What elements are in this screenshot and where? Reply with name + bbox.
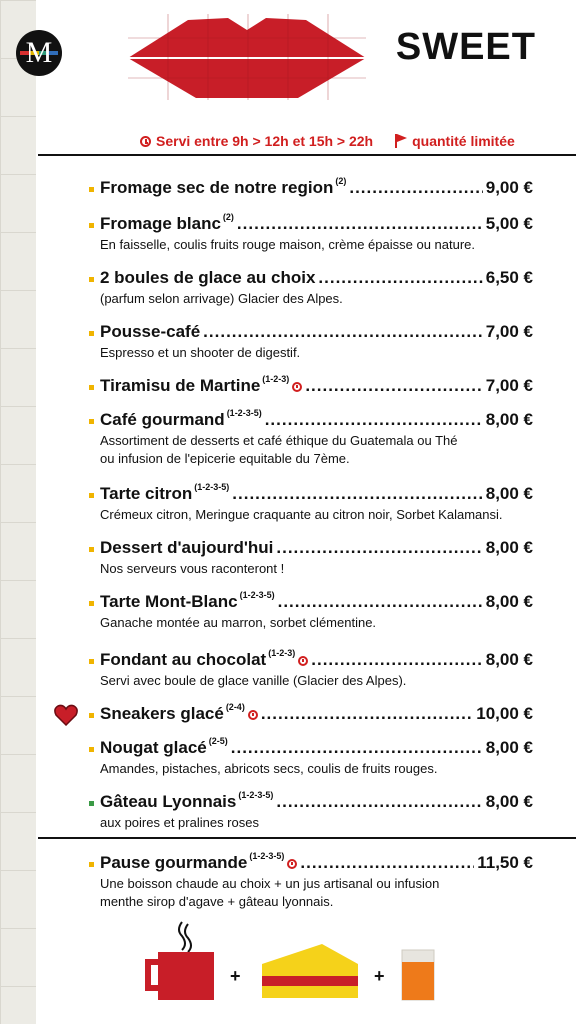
menu-item-name-text: Gâteau Lyonnais — [100, 792, 237, 811]
dot-leader — [231, 738, 483, 758]
menu-item-price: 8,00 € — [485, 484, 533, 503]
menu-item-price: 9,00 € — [485, 178, 533, 197]
menu-item-description: ou infusion de l'epicerie equitable du 7ème. — [100, 451, 350, 466]
cup-illustration — [142, 918, 217, 1003]
menu-item-price: 8,00 € — [485, 538, 533, 557]
menu-item-row — [100, 322, 533, 342]
menu-item-description: (parfum selon arrivage) Glacier des Alpes. — [100, 291, 343, 306]
menu-item-name-text: Fromage blanc — [100, 214, 221, 233]
bullet-marker — [89, 187, 94, 192]
bullet-marker — [89, 601, 94, 606]
menu-item-name — [100, 178, 346, 198]
menu-item-price: 7,00 € — [485, 376, 533, 395]
menu-item-price: 7,00 € — [485, 322, 533, 341]
menu-item-name — [100, 592, 275, 612]
menu-item — [100, 322, 533, 362]
dot-leader — [276, 538, 482, 558]
menu-item-name — [100, 268, 315, 288]
menu-item-row — [100, 178, 533, 198]
menu-item-description: menthe sirop d'agave + gâteau lyonnais. — [100, 894, 334, 909]
menu-item-row — [100, 592, 533, 612]
legend — [140, 133, 515, 149]
menu-item-row — [100, 650, 533, 670]
menu-item-description: Ganache montée au marron, sorbet clémentine. — [100, 615, 377, 630]
clock-icon — [298, 656, 308, 666]
cake-illustration — [262, 944, 360, 1002]
menu-item-description: aux poires et pralines roses — [100, 815, 259, 830]
menu-item-price: 8,00 € — [485, 592, 533, 611]
menu-item-row — [100, 738, 533, 758]
menu-item — [100, 738, 533, 778]
dot-leader — [203, 322, 483, 342]
menu-item-description: Crémeux citron, Meringue craquante au citron noir, Sorbet Kalamansi. — [100, 507, 503, 522]
menu-item-name — [100, 322, 200, 342]
menu-item — [100, 178, 533, 198]
allergen-codes: (2) — [222, 212, 234, 222]
menu-item-price: 8,00 € — [485, 738, 533, 757]
menu-item-description: En faisselle, coulis fruits rouge maison, crème épaisse ou nature. — [100, 237, 476, 252]
menu-item-name-text: Fromage sec de notre region — [100, 178, 334, 197]
menu-item-name-text: Tarte Mont-Blanc — [100, 592, 238, 611]
menu-item-price: 8,00 € — [485, 410, 533, 429]
menu-item-name — [100, 484, 229, 504]
menu-item-name — [100, 738, 228, 758]
dot-leader — [311, 650, 482, 670]
menu-item-price: 8,00 € — [485, 792, 533, 811]
bullet-marker — [89, 801, 94, 806]
allergen-codes: (1-2-3-5) — [226, 408, 262, 418]
dot-leader — [305, 376, 482, 396]
menu-item-name — [100, 538, 273, 558]
bullet-marker — [89, 385, 94, 390]
menu-item-name-text: Dessert d'aujourd'hui — [100, 538, 274, 557]
clock-icon — [248, 710, 258, 720]
clock-icon — [140, 136, 151, 147]
menu-item-row — [100, 268, 533, 288]
menu-item-row — [100, 376, 533, 396]
bullet-marker — [89, 862, 94, 867]
dot-leader — [318, 268, 482, 288]
bullet-marker — [89, 419, 94, 424]
menu-item-description: Espresso et un shooter de digestif. — [100, 345, 301, 360]
bullet-marker — [89, 331, 94, 336]
bullet-marker — [89, 223, 94, 228]
menu-item-row — [100, 704, 533, 724]
allergen-codes: (1-2-3-5) — [238, 790, 274, 800]
dot-leader — [237, 214, 483, 234]
menu-item-name — [100, 214, 234, 234]
menu-item-row — [100, 538, 533, 558]
menu-item-name-text: Tiramisu de Martine — [100, 376, 261, 395]
bullet-marker — [89, 277, 94, 282]
dot-leader — [276, 792, 482, 812]
allergen-codes: (1-2-3) — [268, 648, 296, 658]
allergen-codes: (2) — [335, 176, 347, 186]
plus-sign: + — [374, 966, 385, 986]
tiled-wall-strip — [0, 0, 36, 1024]
dot-leader — [261, 704, 473, 724]
divider-top — [38, 154, 576, 156]
menu-item-price: 11,50 € — [477, 853, 533, 872]
menu-item-price: 10,00 € — [476, 704, 533, 723]
menu-item-name-text: Pousse-café — [100, 322, 201, 341]
menu-item — [100, 376, 533, 396]
menu-item — [100, 792, 533, 832]
menu-item — [100, 484, 533, 524]
menu-item-name-text: 2 boules de glace au choix — [100, 268, 316, 287]
bullet-marker — [89, 547, 94, 552]
menu-item-description: Amandes, pistaches, abricots secs, coulis de fruits rouges. — [100, 761, 438, 776]
menu-item — [100, 410, 533, 468]
menu-item — [100, 268, 533, 308]
menu-item — [100, 538, 533, 578]
dot-leader — [278, 592, 483, 612]
dot-leader — [349, 178, 482, 198]
menu-item-row — [100, 214, 533, 234]
menu-item-name-text: Nougat glacé — [100, 738, 207, 757]
allergen-codes: (2-5) — [208, 736, 228, 746]
menu-item-price: 5,00 € — [485, 214, 533, 233]
menu-item-name-text: Pause gourmande — [100, 853, 248, 872]
menu-item — [100, 853, 533, 911]
menu-item-description: Une boisson chaude au choix + un jus artisanal ou infusion — [100, 876, 440, 891]
menu-item-name — [100, 792, 273, 812]
menu-item-description: Nos serveurs vous raconteront ! — [100, 561, 285, 576]
dot-leader — [232, 484, 482, 504]
plus-sign: + — [230, 966, 241, 986]
bullet-marker — [89, 713, 94, 718]
allergen-codes: (1-2-3-5) — [194, 482, 230, 492]
menu-item — [100, 704, 533, 724]
dot-leader — [300, 853, 474, 873]
flag-icon — [395, 134, 407, 148]
heart-icon — [54, 704, 78, 726]
dot-leader — [265, 410, 483, 430]
brand-logo — [16, 30, 62, 76]
menu-item-description: Servi avec boule de glace vanille (Glacier des Alpes). — [100, 673, 407, 688]
bullet-marker — [89, 747, 94, 752]
juice-glass-illustration — [400, 948, 436, 1002]
menu-item-row — [100, 853, 533, 873]
menu-item — [100, 214, 533, 254]
menu-item — [100, 592, 533, 632]
menu-item-name-text: Fondant au chocolat — [100, 650, 267, 669]
allergen-codes: (1-2-3-5) — [249, 851, 285, 861]
menu-item-description: Assortiment de desserts et café éthique du Guatemala ou Thé — [100, 433, 458, 448]
menu-item-row — [100, 410, 533, 430]
menu-item — [100, 650, 533, 690]
menu-item-row — [100, 484, 533, 504]
page-title: SWEET — [395, 26, 536, 68]
menu-item-name-text: Sneakers glacé — [100, 704, 224, 723]
bullet-marker — [89, 659, 94, 664]
divider-bottom — [38, 837, 576, 839]
allergen-codes: (1-2-3-5) — [239, 590, 275, 600]
menu-item-name — [100, 410, 262, 430]
clock-icon — [292, 382, 302, 392]
clock-icon — [287, 859, 297, 869]
legend-limited: quantité limitée — [412, 133, 515, 149]
menu-item-price: 8,00 € — [485, 650, 533, 669]
menu-item-name — [100, 376, 302, 396]
menu-item-name — [100, 704, 258, 724]
allergen-codes: (1-2-3) — [262, 374, 290, 384]
menu-item-row — [100, 792, 533, 812]
allergen-codes: (2-4) — [225, 702, 245, 712]
menu-item-name-text: Café gourmand — [100, 410, 225, 429]
lips-illustration — [128, 14, 366, 100]
menu-item-name-text: Tarte citron — [100, 484, 193, 503]
menu-item-name — [100, 853, 297, 873]
logo-letter: M — [25, 36, 53, 69]
menu-item-price: 6,50 € — [485, 268, 533, 287]
menu-item-name — [100, 650, 308, 670]
legend-schedule: Servi entre 9h > 12h et 15h > 22h — [156, 133, 374, 149]
bullet-marker — [89, 493, 94, 498]
